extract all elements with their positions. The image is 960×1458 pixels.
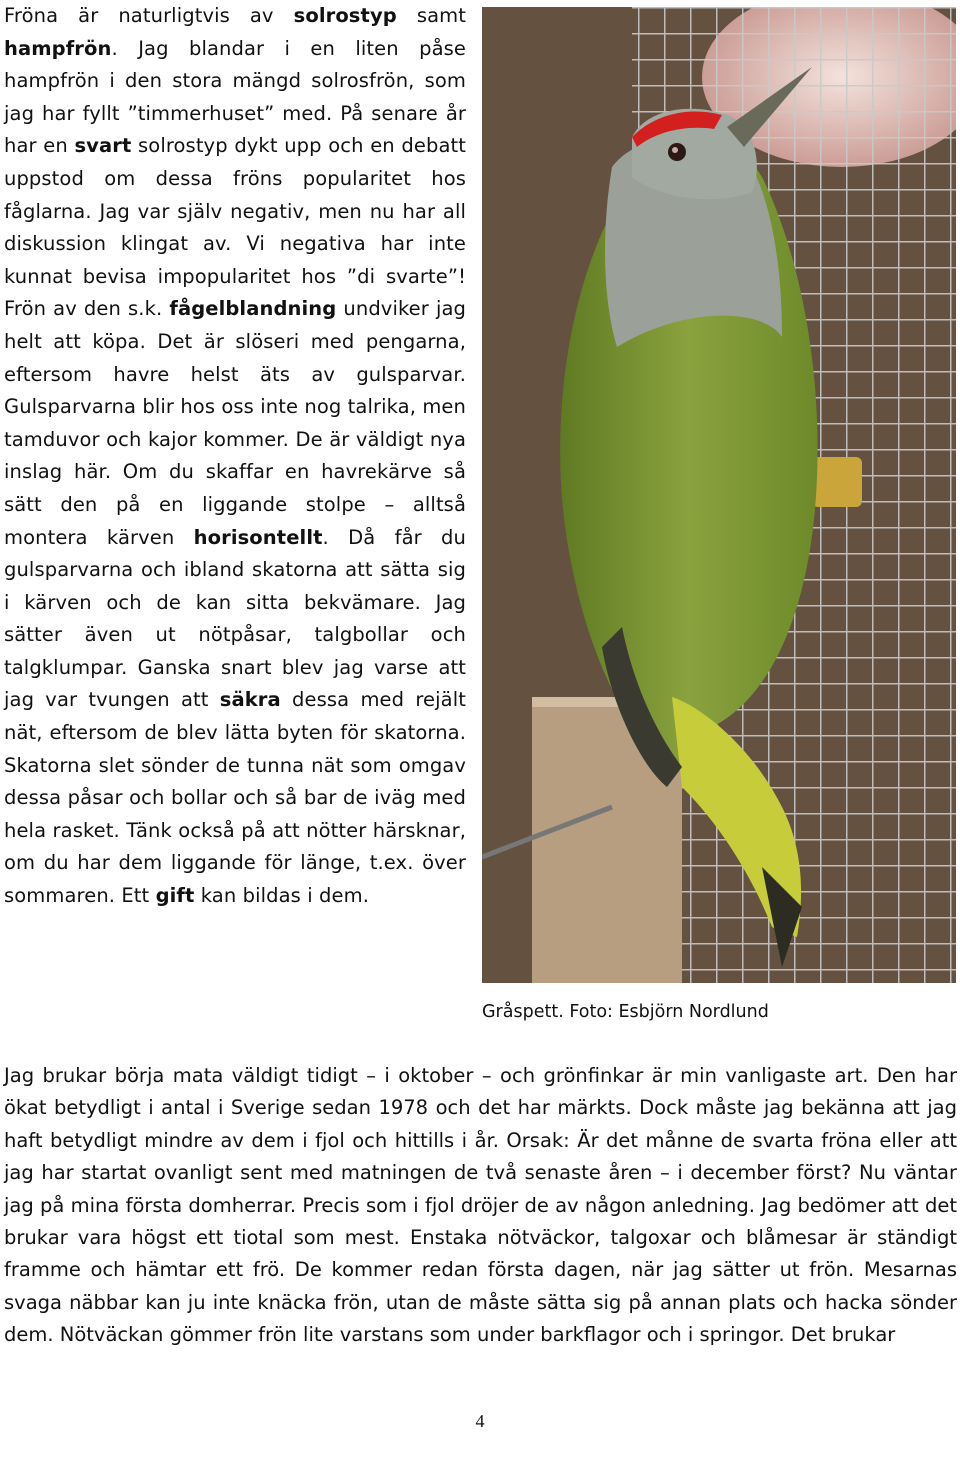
padlock: [812, 457, 862, 507]
bold-text-segment: gift: [155, 884, 195, 908]
bold-text-segment: solrostyp: [293, 4, 397, 27]
woodpecker-illustration: [482, 7, 956, 983]
woodpecker-photo: [482, 7, 956, 983]
bottom-paragraph: [4, 1060, 957, 1352]
page-number: 4: [475, 1411, 485, 1431]
bold-text-segment: horisontellt: [193, 525, 323, 549]
text-segment: undviker jag helt att köpa. Det är slöseri med pengarna, eftersom havre helst äts av gulsparvar. Gulsparvarna blir hos oss inte nog talrika, men tamduvor och kajor kommer. De är väldigt nya inslag här. Om du skaffar en havrekärve så sätt den på en liggande stolpe – alltså montera kärven: [4, 297, 466, 549]
text-segment: . Jag blandar i en liten påse hampfrön i den stora mängd solrosfrön, som jag har fyllt ”timmerhuset” med. På senare år har en: [4, 36, 466, 158]
photo-caption: Gråspett. Foto: Esbjörn Nordlund: [482, 1002, 769, 1022]
paragraph-text: Jag brukar börja mata väldigt tidigt – i oktober – och grönfinkar är min vanligaste art. Den har ökat betydligt i antal i Sverige sedan 1978 och det har märkts. Dock måste jag bekänna att jag haft betydligt mindre av dem i fjol och hittills i år. Orsak: Är det månne de svarta fröna eller att jag har startat ovanligt sent med matningen de två senaste åren – i december först? Nu väntar jag på mina första domherrar. Precis som i fjol dröjer de av någon anledning. Jag bedömer att det brukar vara högst ett tiotal som mest. Enstaka nötväckor, talgoxar och blåmesar är ständigt framme och hämtar ett frö. De kommer redan första dagen, när jag sätter ut frön. Mesarnas svaga näbbar kan ju inte knäcka frön, utan de måste sätta sig på annan plats och hacka sönder dem. Nötväckan gömmer frön lite varstans som under barkflagor och i springor. Det brukar: [4, 1064, 957, 1347]
text-segment: dessa med rejält nät, eftersom de blev lätta byten för skatorna. Skatorna slet sönder de tunna nät som omgav dessa påsar och bollar och så bar de iväg med hela rasket. Tänk också på att nötter härsknar, om du har dem liggande för länge, t.ex. över sommaren. Ett: [4, 688, 466, 908]
text-segment: Fröna är naturligtvis av: [4, 4, 294, 27]
bold-text-segment: svart: [74, 134, 132, 158]
text-segment: . Då får du gulsparvarna och ibland skatorna att sätta sig i kärven och de kan sitta bekvämare. Jag sätter även ut nötpåsar, talgbollar och talgklumpar. Ganska snart blev jag varse att jag var tvungen att: [4, 525, 466, 712]
bold-text-segment: säkra: [219, 688, 281, 712]
text-segment: solrostyp dykt upp och en debatt uppstod om dessa fröns popularitet hos fåglarna. Jag var själv negativ, men nu har all diskussion klingat av. Vi negativa har inte kunnat bevisa impopularitet hos ”di svarte”! Frön av den s.k.: [4, 134, 467, 321]
bold-text-segment: fågelblandning: [169, 297, 337, 321]
text-segment: samt: [396, 4, 466, 27]
left-column-text: [4, 0, 466, 913]
bold-text-segment: hampfrön: [4, 36, 112, 60]
text-segment: kan bildas i dem.: [194, 884, 369, 908]
